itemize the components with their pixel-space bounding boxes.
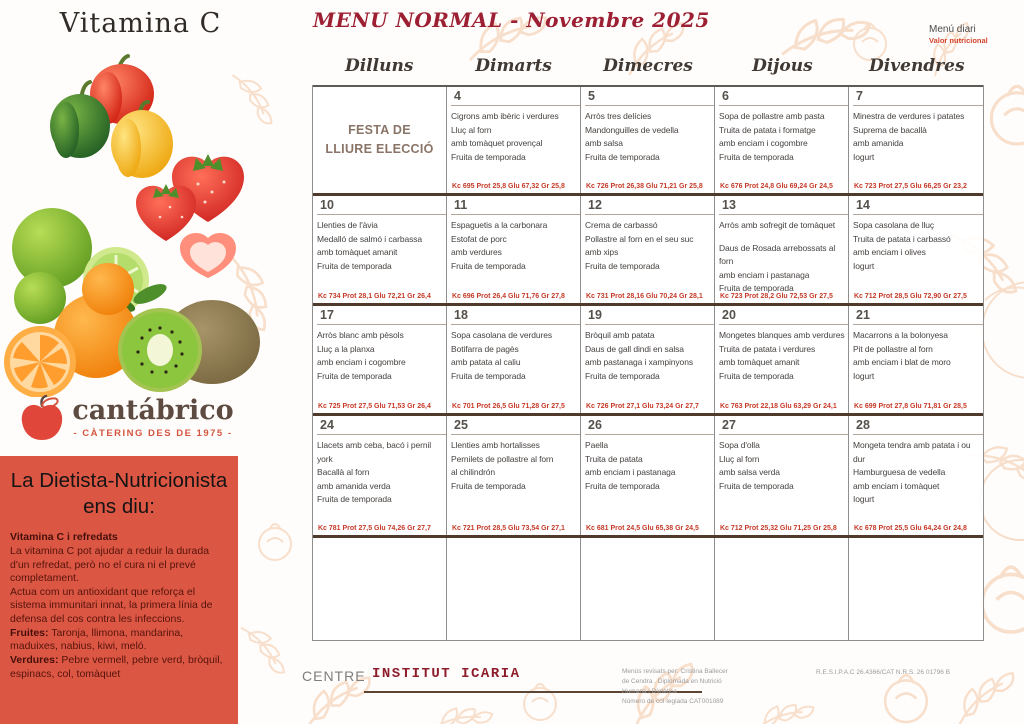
dietitian-verdures-line: Verdures: Pebre vermell, pebre verd, bròquil, espinacs, col, tomàquet <box>10 654 223 680</box>
date-number: 5 <box>585 88 714 106</box>
day-cell-7 <box>849 87 983 193</box>
date-number: 19 <box>585 307 714 325</box>
legend-title: Menú diari <box>929 24 976 35</box>
week-row-4 <box>313 413 983 535</box>
logo-name: cantábrico <box>72 395 234 426</box>
menu-lines: Minestra de verdures i patates Suprema de bacallà amb amanida Iogurt <box>853 111 965 162</box>
day-cell-25 <box>447 416 581 535</box>
registry-codes: R.E.S.I.P.A.C 26.4366/CAT N.R.S. 26 01796 B <box>816 669 951 676</box>
centre-value: INSTITUT ICARIA <box>372 666 521 682</box>
kiwi-icon <box>118 300 260 392</box>
nutrition-values: Kc 726 Prot 26,38 Glu 71,21 Gr 25,8 <box>586 183 703 190</box>
week-row-5 <box>313 535 983 640</box>
menu-title: MENU NORMAL - Novembre 2025 <box>313 8 710 32</box>
menu-lines: Sopa de pollastre amb pasta Truita de patata i formatge amb enciam i cogombre Fruita de temporada <box>719 111 825 162</box>
nutrition-values: Kc 781 Prot 27,5 Glu 74,26 Gr 27,7 <box>318 525 431 532</box>
date-number: 10 <box>317 197 446 215</box>
day-cell-12 <box>581 196 715 303</box>
date-number: 27 <box>719 417 848 435</box>
day-cell-14 <box>849 196 983 303</box>
fruit-collage-image <box>0 42 262 397</box>
dietitian-box <box>0 456 238 724</box>
week-row-2 <box>313 193 983 303</box>
menu-lines: Llenties amb hortalisses Pernilets de pollastre al forn al chilindrón Fruita de temporada <box>451 440 554 491</box>
date-number: 21 <box>853 307 983 325</box>
day-cell-28 <box>849 416 983 535</box>
nutrition-values: Kc 681 Prot 24,5 Glu 65,38 Gr 24,5 <box>586 525 699 532</box>
nutrition-values: Kc 725 Prot 27,5 Glu 71,53 Gr 26,4 <box>318 403 431 410</box>
menu-lines: Llacets amb ceba, bacó i pernil york Bacallà al forn amb amanida verda Fruita de temporada <box>317 440 432 505</box>
logo-tagline: - CÀTERING DES DE 1975 - <box>73 428 233 439</box>
date-number: 4 <box>451 88 580 106</box>
dietitian-box-title: La Dietista-Nutricionista ens diu: <box>10 469 228 518</box>
nutrition-values: Kc 678 Prot 25,5 Glu 64,24 Gr 24,8 <box>854 525 967 532</box>
day-cell-13 <box>715 196 849 303</box>
date-number: 7 <box>853 88 983 106</box>
nutrition-values: Kc 721 Prot 28,5 Glu 73,54 Gr 27,1 <box>452 525 565 532</box>
nutrition-legend <box>929 24 988 45</box>
menu-lines: Macarrons a la bolonyesa Pit de pollastre al forn amb enciam i blat de moro Iogurt <box>853 330 951 381</box>
date-number: 18 <box>451 307 580 325</box>
date-number: 20 <box>719 307 848 325</box>
day-cell-6 <box>715 87 849 193</box>
menu-lines: Crema de carbassó Pollastre al forn en el seu suc amb xips Fruita de temporada <box>585 220 694 271</box>
date-number: 13 <box>719 197 848 215</box>
menu-lines: Arròs tres delícies Mandonguilles de vedella amb salsa Fruita de temporada <box>585 111 679 162</box>
day-cell-26 <box>581 416 715 535</box>
day-cell-empty <box>313 87 447 193</box>
menu-lines: Cigrons amb ibèric i verdures Lluç al forn amb tomàquet provençal Fruita de temporada <box>451 111 559 162</box>
day-cell-20 <box>715 306 849 413</box>
nutrition-values: Kc 712 Prot 25,32 Glu 71,25 Gr 25,8 <box>720 525 837 532</box>
day-cell-empty <box>581 538 715 640</box>
day-cell-empty <box>447 538 581 640</box>
nutrition-values: Kc 726 Prot 27,1 Glu 73,24 Gr 27,7 <box>586 403 699 410</box>
week-row-3 <box>313 303 983 413</box>
menu-lines: Bròquil amb patata Daus de gall dindi en salsa amb pastanaga i xampinyons Fruita de temporada <box>585 330 693 381</box>
day-cell-empty <box>715 538 849 640</box>
day-cell-19 <box>581 306 715 413</box>
dietitian-lead: Vitamina C i refredats <box>10 531 118 544</box>
dietitian-paragraph: Actua com un antioxidant que reforça el sistema immunitari innat, la primera línia de defensa del cos contra les infeccions. <box>10 585 213 626</box>
day-cell-empty <box>849 538 983 640</box>
day-header-dimecres: Dimecres <box>603 56 693 76</box>
dietitian-fruits-line: Fruites: Taronja, llimona, mandarina, maduixes, nabius, kiwi, meló. <box>10 626 184 653</box>
day-header-divendres: Divendres <box>869 56 965 76</box>
day-cell-27 <box>715 416 849 535</box>
nutrition-values: Kc 695 Prot 25,8 Glu 67,32 Gr 25,8 <box>452 183 565 190</box>
bell-peppers-icon <box>50 56 173 178</box>
menu-lines: Mongeta tendra amb patata i ou dur Hamburguesa de vedella amb enciam i tomàquet Iogurt <box>853 440 971 505</box>
day-cell-24 <box>313 416 447 535</box>
nutrition-values: Kc 731 Prot 28,16 Glu 70,24 Gr 28,1 <box>586 293 703 300</box>
calendar-grid <box>312 85 984 641</box>
credits-line: Menús revisats per: Cristina Ballecer <box>622 668 728 675</box>
nutrition-values: Kc 723 Prot 27,5 Glu 66,25 Gr 23,2 <box>854 183 967 190</box>
menu-lines: Sopa casolana de verdures Botifarra de pagès amb patata al caliu Fruita de temporada <box>451 330 552 381</box>
nutrition-values: Kc 701 Prot 26,5 Glu 71,28 Gr 27,5 <box>452 403 565 410</box>
date-number: 17 <box>317 307 446 325</box>
date-number: 14 <box>853 197 983 215</box>
menu-lines: Arròs blanc amb pèsols Lluç a la planxa amb enciam i cogombre Fruita de temporada <box>317 330 406 381</box>
date-number: 25 <box>451 417 580 435</box>
cantabrico-logo <box>12 394 242 442</box>
nutrition-values: Kc 763 Prot 22,18 Glu 63,29 Gr 24,1 <box>720 403 837 410</box>
nutrition-values: Kc 712 Prot 28,5 Glu 72,90 Gr 27,5 <box>854 293 967 300</box>
nutrition-values: Kc 723 Prot 28,2 Glu 72,53 Gr 27,5 <box>720 293 833 300</box>
credits-line: de Cendra . Diplomada en Nutrició <box>622 678 722 686</box>
legend-subtitle: Valor nutricional <box>929 36 988 45</box>
date-number: 26 <box>585 417 714 435</box>
date-number: 11 <box>451 197 580 215</box>
day-header-dimarts: Dimarts <box>475 56 552 76</box>
menu-lines: Sopa casolana de lluç Truita de patata i carbassó amb enciam i olives Iogurt <box>853 220 951 271</box>
credits-line: Número de col·legiada CAT001089 <box>622 698 724 706</box>
day-cell-18 <box>447 306 581 413</box>
day-cell-empty <box>313 538 447 640</box>
dietitian-paragraph: La vitamina C pot ajudar a reduir la durada d'un refredat, però no el cura ni el prevé completament. <box>10 544 210 585</box>
day-header-dilluns: Dilluns <box>344 56 414 76</box>
menu-lines: Espaguetis a la carbonara Estofat de porc amb verdures Fruita de temporada <box>451 220 548 271</box>
menu-lines: Llenties de l'àvia Medalló de salmó i carbassa amb tomàquet amanit Fruita de temporada <box>317 220 423 271</box>
centre-label: CENTRE <box>302 668 366 684</box>
nutrition-values: Kc 696 Prot 26,4 Glu 71,76 Gr 27,8 <box>452 293 565 300</box>
nutrition-values: Kc 676 Prot 24,8 Glu 69,24 Gr 24,5 <box>720 183 833 190</box>
menu-lines: Sopa d'olla Lluç al forn amb salsa verda Fruita de temporada <box>719 440 794 491</box>
day-cell-11 <box>447 196 581 303</box>
menu-lines: Paella Truita de patata amb enciam i pastanaga Fruita de temporada <box>585 440 676 491</box>
week-row-1 <box>313 85 983 193</box>
credits-line: Humana i Dietètica <box>622 688 677 696</box>
special-note: FESTA DE LLIURE ELECCIÓ <box>325 122 434 156</box>
day-header-dijous: Dijous <box>752 56 813 76</box>
date-number: 24 <box>317 417 446 435</box>
credits-block <box>622 667 728 707</box>
day-headers <box>312 56 984 76</box>
menu-lines: Mongetes blanques amb verdures Truita de patata i verdures amb tomàquet amanit Fruita de temporada <box>719 330 845 381</box>
date-number: 6 <box>719 88 848 106</box>
page-title: Vitamina C <box>59 8 222 39</box>
apple-icon <box>20 394 64 442</box>
nutrition-values: Kc 734 Prot 28,1 Glu 72,21 Gr 26,4 <box>318 293 431 300</box>
day-cell-21 <box>849 306 983 413</box>
day-cell-17 <box>313 306 447 413</box>
day-cell-10 <box>313 196 447 303</box>
menu-lines: Arròs amb sofregit de tomàquet Daus de Rosada arrebossats al forn amb enciam i pastanaga Fruita de temporada <box>719 220 836 294</box>
day-cell-4 <box>447 87 581 193</box>
date-number: 12 <box>585 197 714 215</box>
nutrition-values: Kc 699 Prot 27,8 Glu 71,81 Gr 28,5 <box>854 403 967 410</box>
date-number: 28 <box>853 417 983 435</box>
day-cell-5 <box>581 87 715 193</box>
